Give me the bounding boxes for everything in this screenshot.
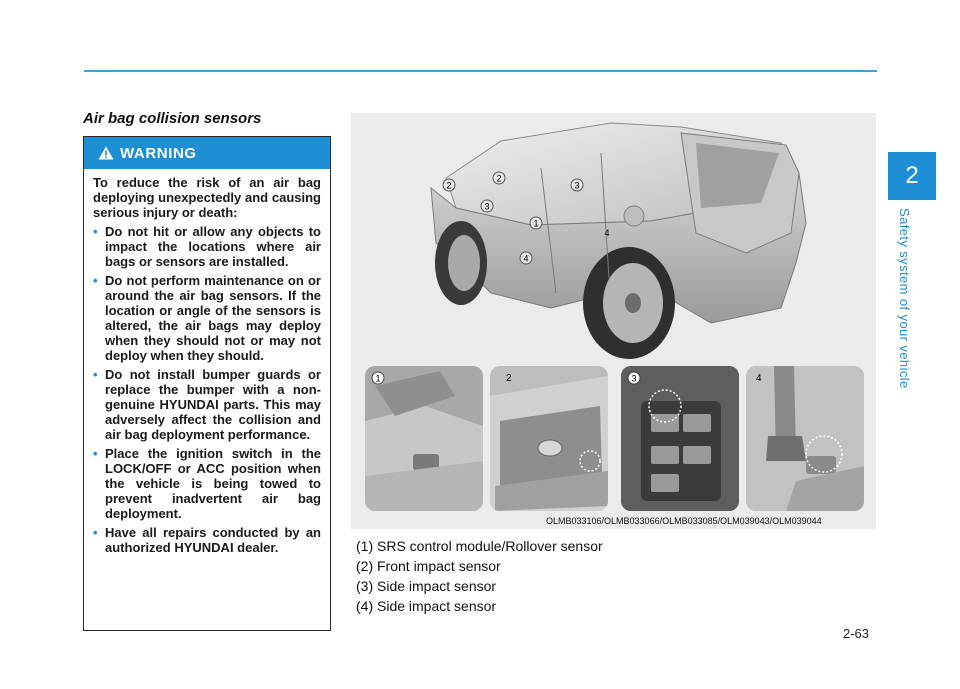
callout-label: 3	[484, 201, 490, 212]
section-title: Air bag collision sensors	[83, 110, 262, 127]
callout-label: 3	[574, 180, 580, 191]
bullet-icon: •	[93, 446, 98, 461]
callout-label: 4	[604, 228, 610, 238]
caption-item: (1) SRS control module/Rollover sensor	[356, 538, 603, 554]
warning-header	[84, 137, 330, 169]
caption-item: (3) Side impact sensor	[356, 578, 497, 594]
warning-item: • Do not hit or allow any objects to impact the locations where air bags or sensors are installed.	[93, 224, 321, 269]
bullet-icon: •	[93, 224, 98, 239]
callout-label: 2	[506, 373, 512, 384]
page-number: 2-63	[843, 626, 870, 641]
warning-list	[93, 224, 321, 555]
callout-label: 4	[756, 373, 762, 384]
warning-triangle-icon	[98, 146, 114, 160]
detail-thumb-1	[365, 366, 483, 511]
sensor-location-figure	[351, 113, 876, 529]
chapter-number: 2	[905, 162, 919, 189]
detail-thumb-3	[621, 366, 739, 511]
car-illustration	[351, 113, 876, 363]
header-rule	[84, 70, 877, 72]
warning-item: • Do not perform maintenance on or around the air bag sensors. If the location or angle of the sensors is altered, the air bags may deploy when they should not or may not deploy when they should.	[93, 273, 321, 363]
chapter-number-tab	[888, 152, 936, 200]
warning-heading: WARNING	[120, 144, 197, 162]
warning-item: • Place the ignition switch in the LOCK/OFF or ACC position when the vehicle is being towed to prevent inadvertent air bag deployment.	[93, 446, 321, 521]
caption-item: (4) Side impact sensor	[356, 598, 497, 614]
bullet-icon: •	[93, 273, 98, 288]
detail-thumb-4	[746, 366, 864, 511]
warning-item: • Do not install bumper guards or replace the bumper with a non-genuine HYUNDAI parts. This may adversely affect the collision and air bag deployment performance.	[93, 367, 321, 442]
chapter-title: Safety system of your vehicle	[897, 208, 912, 389]
caption-item: (2) Front impact sensor	[356, 558, 501, 574]
callout-label: 1	[375, 373, 381, 384]
warning-intro: To reduce the risk of an air bag deploying unexpectedly and causing serious injury or death:	[93, 175, 321, 220]
callout-label: 4	[523, 253, 529, 264]
caption-list	[356, 536, 603, 616]
callout-label: 2	[496, 173, 502, 184]
warning-body	[84, 169, 330, 555]
callout-label: 3	[631, 373, 637, 384]
bullet-icon: •	[93, 367, 98, 382]
callout-label: 2	[446, 180, 452, 191]
detail-thumb-2	[490, 366, 608, 511]
bullet-icon: •	[93, 525, 98, 540]
callout-label: 1	[533, 218, 539, 229]
warning-item: • Have all repairs conducted by an authorized HYUNDAI dealer.	[93, 525, 321, 555]
figure-code: OLMB033106/OLMB033066/OLMB033085/OLM039043/OLM039044	[546, 516, 822, 526]
warning-box	[83, 136, 331, 631]
